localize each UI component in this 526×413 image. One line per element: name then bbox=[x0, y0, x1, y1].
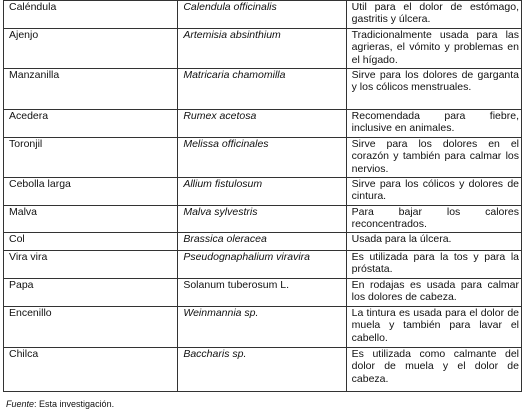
use-cell: Es utilizada para la tos y para la próstata. bbox=[346, 251, 521, 279]
table-row bbox=[4, 178, 522, 206]
use-cell: Es utilizada como calmante del dolor de muela y el dolor de cabeza. bbox=[346, 348, 521, 392]
scientific-name-cell: Brassica oleracea bbox=[178, 233, 346, 251]
common-name-cell: Chilca bbox=[4, 348, 178, 392]
common-name-cell: Malva bbox=[4, 206, 178, 233]
scientific-name-cell: Melissa officinales bbox=[178, 138, 346, 178]
use-cell: Para bajar los calores reconcentrados. bbox=[346, 206, 521, 233]
scientific-name-cell bbox=[178, 279, 346, 307]
scientific-name-cell: Matricaria chamomilla bbox=[178, 69, 346, 110]
scientific-name-text: Solanum tuberosum L. bbox=[183, 279, 289, 291]
table-row bbox=[4, 29, 522, 69]
scientific-name-cell: Malva sylvestris bbox=[178, 206, 346, 233]
common-name-cell: Acedera bbox=[4, 110, 178, 138]
scientific-name-cell: Weinmannia sp. bbox=[178, 307, 346, 348]
scientific-name-cell: Artemisia absinthium bbox=[178, 29, 346, 69]
common-name-cell: Toronjil bbox=[4, 138, 178, 178]
common-name-cell: Encenillo bbox=[4, 307, 178, 348]
scientific-name-cell: Baccharis sp. bbox=[178, 348, 346, 392]
use-cell: Util para el dolor de estómago, gastritis y úlcera. bbox=[346, 1, 521, 29]
scientific-name-cell: Allium fistulosum bbox=[178, 178, 346, 206]
table-row bbox=[4, 279, 522, 307]
use-cell: Usada para la úlcera. bbox=[346, 233, 521, 251]
common-name-cell: Caléndula bbox=[4, 1, 178, 29]
use-cell: Sirve para los cólicos y dolores de cintura. bbox=[346, 178, 521, 206]
table-row bbox=[4, 307, 522, 348]
table-row bbox=[4, 206, 522, 233]
use-cell: Sirve para los dolores de garganta y los cólicos menstruales. bbox=[346, 69, 521, 110]
use-cell: Tradicionalmente usada para las agrieras, el vómito y problemas en el hígado. bbox=[346, 29, 521, 69]
common-name-cell: Ajenjo bbox=[4, 29, 178, 69]
use-cell: Sirve para los dolores en el corazón y también para calmar los nervios. bbox=[346, 138, 521, 178]
table-row bbox=[4, 138, 522, 178]
common-name-cell: Papa bbox=[4, 279, 178, 307]
plants-table bbox=[3, 0, 522, 392]
common-name-cell: Vira vira bbox=[4, 251, 178, 279]
common-name-cell: Cebolla larga bbox=[4, 178, 178, 206]
source-note bbox=[6, 399, 114, 410]
scientific-name-cell: Rumex acetosa bbox=[178, 110, 346, 138]
scientific-name-cell: Calendula officinalis bbox=[178, 1, 346, 29]
table-row bbox=[4, 110, 522, 138]
source-label: Fuente bbox=[6, 399, 35, 409]
table-row bbox=[4, 348, 522, 392]
use-cell: Recomendada para fiebre, inclusive en animales. bbox=[346, 110, 521, 138]
source-text: : Esta investigación. bbox=[34, 399, 115, 409]
table-row bbox=[4, 251, 522, 279]
table-row bbox=[4, 69, 522, 110]
use-cell: En rodajas es usada para calmar los dolores de cabeza. bbox=[346, 279, 521, 307]
table-row bbox=[4, 233, 522, 251]
scientific-name-cell: Pseudognaphalium viravira bbox=[178, 251, 346, 279]
common-name-cell: Manzanilla bbox=[4, 69, 178, 110]
use-cell: La tintura es usada para el dolor de muela y también para lavar el cabello. bbox=[346, 307, 521, 348]
table-row bbox=[4, 1, 522, 29]
common-name-cell: Col bbox=[4, 233, 178, 251]
